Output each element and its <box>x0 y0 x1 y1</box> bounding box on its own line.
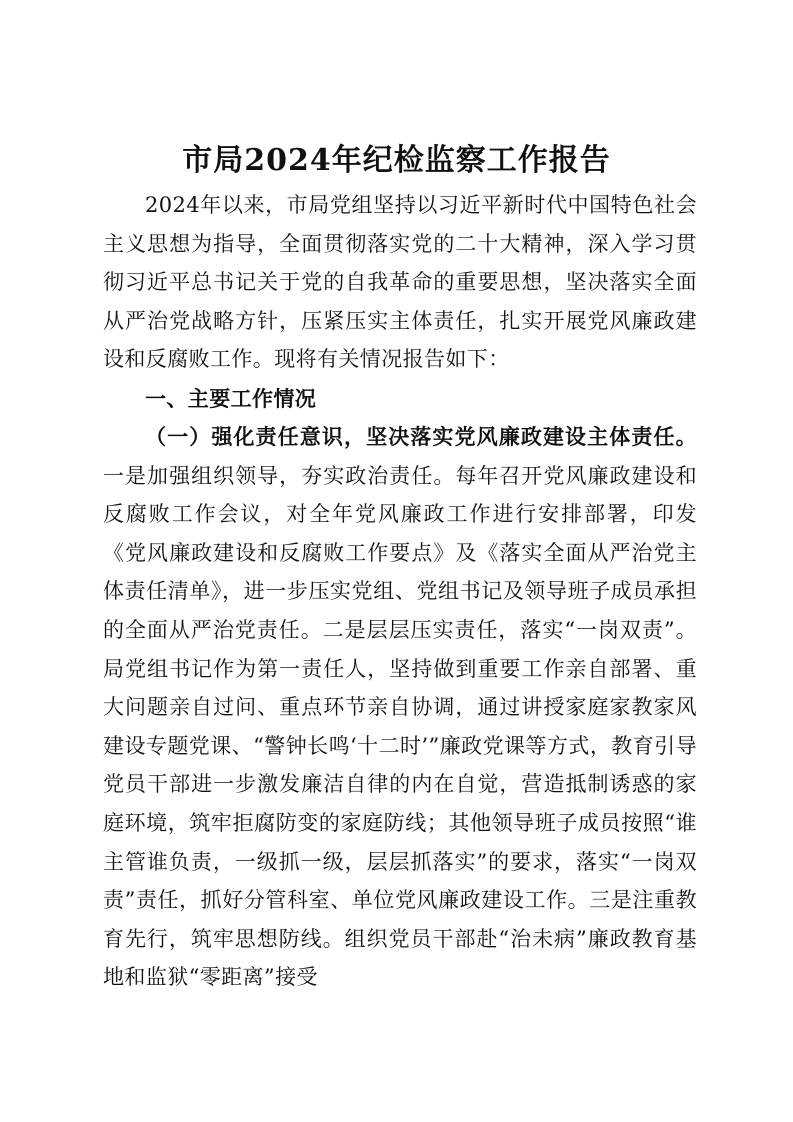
subsection-body: 一是加强组织领导，夯实政治责任。每年召开党风廉政建设和反腐败工作会议，对全年党风廉政工作进行安排部署，印发《党风廉政建设和反腐败工作要点》及《落实全面从严治党主体责任清单》，进一步压实党组、党组书记及领导班子成员承担的全面从严治党责任。二是层层压实责任，落实“一岗双责”。局党组书记作为第一责任人，坚持做到重要工作亲自部署、重大问题亲自过问、重点环节亲自协调，通过讲授家庭家教家风建设专题党课、“警钟长鸣‘十二时’”廉政党课等方式，教育引导党员干部进一步激发廉洁自律的内在自觉，营造抵制诱惑的家庭环境，筑牢拒腐防变的家庭防线；其他领导班子成员按照“谁主管谁负责，一级抓一级，层层抓落实”的要求，落实“一岗双责”责任，抓好分管科室、单位党风廉政建设工作。三是注重教育先行，筑牢思想防线。组织党员干部赴“治未病”廉政教育基地和监狱“零距离”接受 <box>103 463 697 990</box>
section-heading: 一、主要工作情况 <box>145 387 317 411</box>
subsection-heading: （一）强化责任意识，坚决落实党风廉政建设主体责任。 <box>145 425 697 449</box>
subsection-paragraph <box>103 418 697 997</box>
intro-paragraph: 2024年以来，市局党组坚持以习近平新时代中国特色社会主义思想为指导，全面贯彻落实党的二十大精神，深入学习贯彻习近平总书记关于党的自我革命的重要思想，坚决落实全面从严治党战略方针，压紧压实主体责任，扎实开展党风廉政建设和反腐败工作。现将有关情况报告如下： <box>103 193 697 372</box>
document-title: 市局2024年纪检监察工作报告 <box>182 143 611 178</box>
